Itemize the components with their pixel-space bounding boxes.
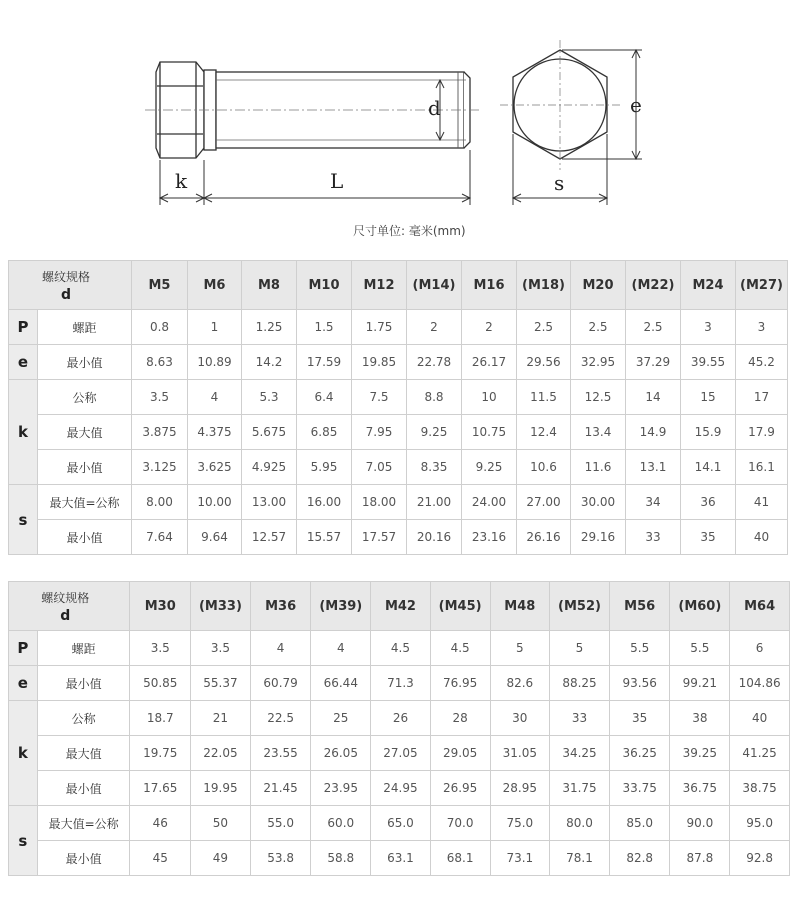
value-cell: 40 bbox=[730, 701, 790, 736]
value-cell: 17.9 bbox=[736, 415, 788, 450]
size-header-cell: M8 bbox=[242, 261, 297, 310]
table-row bbox=[9, 380, 788, 415]
value-cell: 1.75 bbox=[352, 310, 407, 345]
value-cell: 24.95 bbox=[371, 771, 431, 806]
value-cell: 3 bbox=[681, 310, 736, 345]
value-cell: 66.44 bbox=[311, 666, 371, 701]
value-cell: 37.29 bbox=[626, 345, 681, 380]
group-label-k: k bbox=[9, 380, 38, 485]
value-cell: 25 bbox=[311, 701, 371, 736]
label-k: k bbox=[175, 169, 188, 193]
value-cell: 45.2 bbox=[736, 345, 788, 380]
spec-label: 螺纹规格 bbox=[41, 269, 90, 284]
param-label: 最小值 bbox=[38, 520, 132, 555]
value-cell: 14.1 bbox=[681, 450, 736, 485]
value-cell: 58.8 bbox=[311, 841, 371, 876]
value-cell: 23.16 bbox=[462, 520, 517, 555]
value-cell: 34.25 bbox=[550, 736, 610, 771]
value-cell: 29.05 bbox=[430, 736, 490, 771]
value-cell: 53.8 bbox=[250, 841, 311, 876]
value-cell: 19.95 bbox=[191, 771, 251, 806]
value-cell: 17 bbox=[736, 380, 788, 415]
spec-table-1 bbox=[8, 260, 788, 555]
value-cell: 22.05 bbox=[191, 736, 251, 771]
value-cell: 18.7 bbox=[130, 701, 191, 736]
value-cell: 21 bbox=[191, 701, 251, 736]
value-cell: 36.25 bbox=[609, 736, 670, 771]
value-cell: 60.79 bbox=[250, 666, 311, 701]
value-cell: 31.75 bbox=[550, 771, 610, 806]
value-cell: 12.4 bbox=[517, 415, 571, 450]
value-cell: 5.3 bbox=[242, 380, 297, 415]
value-cell: 33 bbox=[626, 520, 681, 555]
value-cell: 1 bbox=[188, 310, 242, 345]
value-cell: 26.16 bbox=[517, 520, 571, 555]
spec-symbol: d bbox=[60, 286, 72, 303]
group-label-P: P bbox=[9, 310, 38, 345]
value-cell: 76.95 bbox=[430, 666, 490, 701]
value-cell: 9.25 bbox=[407, 415, 462, 450]
param-label: 公称 bbox=[37, 701, 130, 736]
size-header-cell: (M27) bbox=[736, 261, 788, 310]
value-cell: 16.00 bbox=[297, 485, 352, 520]
value-cell: 5.5 bbox=[609, 631, 670, 666]
value-cell: 3.875 bbox=[132, 415, 188, 450]
group-label-e: e bbox=[9, 345, 38, 380]
value-cell: 13.00 bbox=[242, 485, 297, 520]
table-header-row bbox=[9, 261, 788, 310]
value-cell: 50.85 bbox=[130, 666, 191, 701]
value-cell: 19.85 bbox=[352, 345, 407, 380]
spec-table-2 bbox=[8, 581, 790, 876]
spec-header-cell bbox=[9, 261, 132, 310]
spec-header-cell bbox=[9, 582, 130, 631]
value-cell: 15.57 bbox=[297, 520, 352, 555]
value-cell: 75.0 bbox=[490, 806, 550, 841]
bolt-dimension-diagram bbox=[0, 0, 790, 245]
value-cell: 4.5 bbox=[430, 631, 490, 666]
value-cell: 34 bbox=[626, 485, 681, 520]
value-cell: 17.59 bbox=[297, 345, 352, 380]
label-s: s bbox=[554, 171, 565, 195]
value-cell: 14.9 bbox=[626, 415, 681, 450]
value-cell: 14.2 bbox=[242, 345, 297, 380]
value-cell: 4 bbox=[311, 631, 371, 666]
value-cell: 7.95 bbox=[352, 415, 407, 450]
param-label: 最小值 bbox=[38, 450, 132, 485]
size-header-cell: M64 bbox=[730, 582, 790, 631]
value-cell: 14 bbox=[626, 380, 681, 415]
value-cell: 7.05 bbox=[352, 450, 407, 485]
value-cell: 11.6 bbox=[571, 450, 626, 485]
group-label-s: s bbox=[9, 485, 38, 555]
table-row bbox=[9, 841, 790, 876]
value-cell: 26.05 bbox=[311, 736, 371, 771]
value-cell: 15.9 bbox=[681, 415, 736, 450]
value-cell: 80.0 bbox=[550, 806, 610, 841]
value-cell: 9.25 bbox=[462, 450, 517, 485]
value-cell: 3.625 bbox=[188, 450, 242, 485]
value-cell: 3.125 bbox=[132, 450, 188, 485]
value-cell: 26.17 bbox=[462, 345, 517, 380]
value-cell: 4.375 bbox=[188, 415, 242, 450]
value-cell: 10.75 bbox=[462, 415, 517, 450]
size-header-cell: M42 bbox=[371, 582, 431, 631]
value-cell: 18.00 bbox=[352, 485, 407, 520]
value-cell: 19.75 bbox=[130, 736, 191, 771]
value-cell: 8.35 bbox=[407, 450, 462, 485]
table-row bbox=[9, 806, 790, 841]
group-label-s: s bbox=[9, 806, 38, 876]
table-header-row bbox=[9, 582, 790, 631]
value-cell: 5 bbox=[490, 631, 550, 666]
size-header-cell: M36 bbox=[250, 582, 311, 631]
param-label: 最小值 bbox=[37, 666, 130, 701]
value-cell: 24.00 bbox=[462, 485, 517, 520]
bolt-drawing bbox=[0, 0, 790, 245]
value-cell: 5.95 bbox=[297, 450, 352, 485]
size-header-cell: (M39) bbox=[311, 582, 371, 631]
size-header-cell: M5 bbox=[132, 261, 188, 310]
value-cell: 104.86 bbox=[730, 666, 790, 701]
size-header-cell: (M14) bbox=[407, 261, 462, 310]
value-cell: 35 bbox=[681, 520, 736, 555]
value-cell: 8.63 bbox=[132, 345, 188, 380]
label-L: L bbox=[330, 169, 344, 193]
size-header-cell: M56 bbox=[609, 582, 670, 631]
value-cell: 46 bbox=[130, 806, 191, 841]
value-cell: 15 bbox=[681, 380, 736, 415]
value-cell: 70.0 bbox=[430, 806, 490, 841]
value-cell: 92.8 bbox=[730, 841, 790, 876]
value-cell: 10 bbox=[462, 380, 517, 415]
table-row bbox=[9, 520, 788, 555]
value-cell: 28.95 bbox=[490, 771, 550, 806]
value-cell: 1.25 bbox=[242, 310, 297, 345]
value-cell: 87.8 bbox=[670, 841, 730, 876]
size-header-cell: (M22) bbox=[626, 261, 681, 310]
value-cell: 8.00 bbox=[132, 485, 188, 520]
value-cell: 5.675 bbox=[242, 415, 297, 450]
value-cell: 99.21 bbox=[670, 666, 730, 701]
size-header-cell: M16 bbox=[462, 261, 517, 310]
value-cell: 5.5 bbox=[670, 631, 730, 666]
param-label: 最小值 bbox=[37, 771, 130, 806]
value-cell: 9.64 bbox=[188, 520, 242, 555]
value-cell: 65.0 bbox=[371, 806, 431, 841]
value-cell: 13.1 bbox=[626, 450, 681, 485]
value-cell: 12.57 bbox=[242, 520, 297, 555]
value-cell: 2 bbox=[462, 310, 517, 345]
value-cell: 35 bbox=[609, 701, 670, 736]
value-cell: 13.4 bbox=[571, 415, 626, 450]
value-cell: 3.5 bbox=[132, 380, 188, 415]
value-cell: 4 bbox=[188, 380, 242, 415]
param-label: 最大值=公称 bbox=[37, 806, 130, 841]
size-header-cell: M10 bbox=[297, 261, 352, 310]
value-cell: 95.0 bbox=[730, 806, 790, 841]
size-header-cell: M12 bbox=[352, 261, 407, 310]
size-header-cell: (M60) bbox=[670, 582, 730, 631]
group-label-e: e bbox=[9, 666, 38, 701]
value-cell: 3 bbox=[736, 310, 788, 345]
value-cell: 40 bbox=[736, 520, 788, 555]
param-label: 最大值 bbox=[37, 736, 130, 771]
label-d: d bbox=[428, 96, 441, 120]
value-cell: 4.5 bbox=[371, 631, 431, 666]
group-label-k: k bbox=[9, 701, 38, 806]
value-cell: 31.05 bbox=[490, 736, 550, 771]
value-cell: 30 bbox=[490, 701, 550, 736]
value-cell: 39.55 bbox=[681, 345, 736, 380]
value-cell: 82.6 bbox=[490, 666, 550, 701]
spec-label: 螺纹规格 bbox=[41, 590, 90, 605]
param-label: 螺距 bbox=[37, 631, 130, 666]
value-cell: 60.0 bbox=[311, 806, 371, 841]
value-cell: 23.95 bbox=[311, 771, 371, 806]
table-row bbox=[9, 666, 790, 701]
value-cell: 16.1 bbox=[736, 450, 788, 485]
param-label: 公称 bbox=[38, 380, 132, 415]
unit-caption: 尺寸单位: 毫米(mm) bbox=[353, 224, 466, 238]
size-header-cell: M48 bbox=[490, 582, 550, 631]
table-row bbox=[9, 631, 790, 666]
value-cell: 90.0 bbox=[670, 806, 730, 841]
table-row bbox=[9, 771, 790, 806]
value-cell: 29.16 bbox=[571, 520, 626, 555]
value-cell: 2.5 bbox=[571, 310, 626, 345]
value-cell: 3.5 bbox=[130, 631, 191, 666]
value-cell: 17.57 bbox=[352, 520, 407, 555]
value-cell: 6.4 bbox=[297, 380, 352, 415]
value-cell: 38.75 bbox=[730, 771, 790, 806]
param-label: 螺距 bbox=[38, 310, 132, 345]
value-cell: 17.65 bbox=[130, 771, 191, 806]
value-cell: 33.75 bbox=[609, 771, 670, 806]
table-row bbox=[9, 345, 788, 380]
value-cell: 49 bbox=[191, 841, 251, 876]
value-cell: 39.25 bbox=[670, 736, 730, 771]
value-cell: 50 bbox=[191, 806, 251, 841]
size-header-cell: M20 bbox=[571, 261, 626, 310]
value-cell: 10.89 bbox=[188, 345, 242, 380]
table-row bbox=[9, 485, 788, 520]
value-cell: 10.6 bbox=[517, 450, 571, 485]
value-cell: 2.5 bbox=[517, 310, 571, 345]
param-label: 最大值=公称 bbox=[38, 485, 132, 520]
value-cell: 36.75 bbox=[670, 771, 730, 806]
size-header-cell: (M52) bbox=[550, 582, 610, 631]
size-header-cell: (M18) bbox=[517, 261, 571, 310]
value-cell: 7.5 bbox=[352, 380, 407, 415]
value-cell: 21.45 bbox=[250, 771, 311, 806]
param-label: 最小值 bbox=[38, 345, 132, 380]
value-cell: 1.5 bbox=[297, 310, 352, 345]
value-cell: 20.16 bbox=[407, 520, 462, 555]
table-row bbox=[9, 450, 788, 485]
size-header-cell: (M33) bbox=[191, 582, 251, 631]
value-cell: 5 bbox=[550, 631, 610, 666]
value-cell: 21.00 bbox=[407, 485, 462, 520]
value-cell: 85.0 bbox=[609, 806, 670, 841]
param-label: 最小值 bbox=[37, 841, 130, 876]
value-cell: 32.95 bbox=[571, 345, 626, 380]
value-cell: 6.85 bbox=[297, 415, 352, 450]
value-cell: 28 bbox=[430, 701, 490, 736]
value-cell: 36 bbox=[681, 485, 736, 520]
value-cell: 45 bbox=[130, 841, 191, 876]
table-row bbox=[9, 310, 788, 345]
value-cell: 2.5 bbox=[626, 310, 681, 345]
size-header-cell: M6 bbox=[188, 261, 242, 310]
value-cell: 93.56 bbox=[609, 666, 670, 701]
size-header-cell: (M45) bbox=[430, 582, 490, 631]
value-cell: 33 bbox=[550, 701, 610, 736]
value-cell: 73.1 bbox=[490, 841, 550, 876]
param-label: 最大值 bbox=[38, 415, 132, 450]
value-cell: 38 bbox=[670, 701, 730, 736]
value-cell: 55.0 bbox=[250, 806, 311, 841]
value-cell: 41 bbox=[736, 485, 788, 520]
value-cell: 23.55 bbox=[250, 736, 311, 771]
dimension-k-L bbox=[160, 150, 470, 205]
value-cell: 8.8 bbox=[407, 380, 462, 415]
table-row bbox=[9, 736, 790, 771]
table-row bbox=[9, 701, 790, 736]
table-row bbox=[9, 415, 788, 450]
value-cell: 10.00 bbox=[188, 485, 242, 520]
value-cell: 27.00 bbox=[517, 485, 571, 520]
size-header-cell: M24 bbox=[681, 261, 736, 310]
value-cell: 7.64 bbox=[132, 520, 188, 555]
value-cell: 22.78 bbox=[407, 345, 462, 380]
group-label-P: P bbox=[9, 631, 38, 666]
value-cell: 22.5 bbox=[250, 701, 311, 736]
value-cell: 55.37 bbox=[191, 666, 251, 701]
value-cell: 30.00 bbox=[571, 485, 626, 520]
value-cell: 82.8 bbox=[609, 841, 670, 876]
value-cell: 41.25 bbox=[730, 736, 790, 771]
value-cell: 0.8 bbox=[132, 310, 188, 345]
value-cell: 4 bbox=[250, 631, 311, 666]
value-cell: 6 bbox=[730, 631, 790, 666]
label-e: e bbox=[630, 93, 642, 117]
value-cell: 27.05 bbox=[371, 736, 431, 771]
size-header-cell: M30 bbox=[130, 582, 191, 631]
value-cell: 11.5 bbox=[517, 380, 571, 415]
value-cell: 26 bbox=[371, 701, 431, 736]
value-cell: 63.1 bbox=[371, 841, 431, 876]
value-cell: 29.56 bbox=[517, 345, 571, 380]
value-cell: 88.25 bbox=[550, 666, 610, 701]
value-cell: 26.95 bbox=[430, 771, 490, 806]
value-cell: 2 bbox=[407, 310, 462, 345]
value-cell: 12.5 bbox=[571, 380, 626, 415]
value-cell: 4.925 bbox=[242, 450, 297, 485]
value-cell: 3.5 bbox=[191, 631, 251, 666]
value-cell: 78.1 bbox=[550, 841, 610, 876]
value-cell: 68.1 bbox=[430, 841, 490, 876]
value-cell: 71.3 bbox=[371, 666, 431, 701]
spec-symbol: d bbox=[60, 607, 71, 624]
